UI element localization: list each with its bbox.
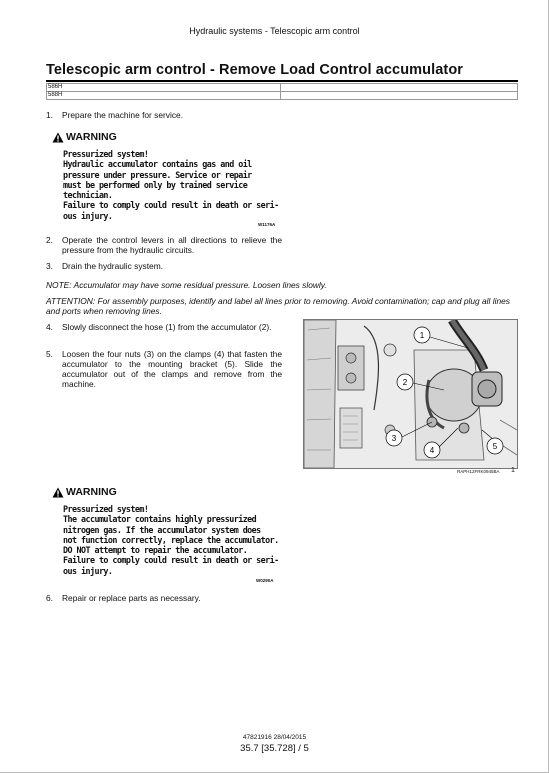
step-text: Prepare the machine for service. (62, 110, 184, 120)
warning-triangle-icon (52, 487, 64, 498)
table-row (47, 92, 518, 100)
callout-label: 3 (391, 434, 397, 443)
warning-line: not function correctly, replace the accumulator. (63, 534, 279, 545)
warning-line: pressure under pressure. Service or repair (63, 169, 252, 180)
empty-cell (281, 92, 518, 100)
callout-label: 5 (492, 442, 498, 451)
warning-line: Hydraulic accumulator contains gas and oil (63, 159, 252, 170)
warning-title: WARNING (66, 131, 117, 143)
warning-title: WARNING (66, 486, 117, 498)
step-text: Operate the control levers in all directions to relieve the pressure from the hydraulic circuits. (62, 235, 282, 255)
empty-cell (281, 84, 518, 92)
section-title: Telescopic arm control - Remove Load Control accumulator (46, 62, 464, 78)
table-row (47, 84, 518, 92)
model-applicability-table (46, 83, 518, 100)
title-rule (46, 80, 518, 82)
footer-document-code: 47821916 28/04/2015 (242, 734, 307, 741)
footer-page-number: 35.7 [35.728] / 5 (240, 743, 309, 754)
running-header: Hydraulic systems - Telescopic arm control (189, 26, 360, 36)
warning-triangle-icon (52, 132, 64, 143)
step-text: Loosen the four nuts (3) on the clamps (4) that fasten the accumulator to the mounting bracket (5). Slide the accumulator out of the clamps and remove from the machine. (62, 349, 282, 389)
warning-text (63, 149, 279, 221)
step-3 (46, 261, 282, 271)
warning-line: must be performed only by trained service (63, 179, 248, 190)
warning-text (63, 504, 279, 576)
warning-line: Failure to comply could result in death or seri- (63, 555, 279, 566)
warning-line: Failure to comply could result in death or seri- (63, 200, 279, 211)
warning-line: DO NOT attempt to repair the accumulator. (63, 545, 248, 556)
step-number: 1. (46, 110, 53, 120)
attention-text: ATTENTION: For assembly purposes, identify and label all lines prior to removing. Avoid contamination; cap and plug all lines and ports when removing lines. (46, 296, 510, 316)
warning-line: ous injury. (63, 565, 113, 576)
warning-line: ous injury. (63, 210, 113, 221)
callout-label: 1 (419, 331, 425, 340)
step-number: 3. (46, 261, 53, 271)
step-number: 5. (46, 349, 53, 359)
warning-line: technician. (63, 190, 113, 201)
accumulator-illustration (304, 320, 517, 468)
accumulator-photo (303, 319, 518, 469)
step-text: Repair or replace parts as necessary. (62, 593, 201, 603)
warning-code: W1176A (258, 222, 276, 227)
step-text: Drain the hydraulic system. (62, 261, 164, 271)
note-text: NOTE: Accumulator may have some residual pressure. Loosen lines slowly. (46, 280, 327, 290)
step-number: 4. (46, 322, 53, 332)
warning-heading (52, 486, 117, 498)
step-5 (46, 349, 282, 389)
warning-line: The accumulator contains highly pressurized (63, 514, 257, 525)
warning-heading (52, 131, 117, 143)
figure-number: 1 (511, 467, 515, 474)
step-6 (46, 593, 282, 603)
warning-line: Pressurized system! (63, 504, 149, 514)
model-cell: 586H (47, 84, 281, 92)
model-cell: 588H (47, 92, 281, 100)
step-number: 6. (46, 593, 53, 603)
warning-line: Pressurized system! (63, 149, 149, 159)
callout-label: 4 (429, 446, 435, 455)
figure-code: RAPH12FRK0945BA (457, 469, 500, 474)
warning-line: nitrogen gas. If the accumulator system does (63, 524, 261, 535)
step-number: 2. (46, 235, 53, 245)
step-1 (46, 110, 286, 120)
warning-code: W0290A (256, 578, 274, 583)
step-4 (46, 322, 282, 332)
callout-label: 2 (402, 378, 408, 387)
step-text: Slowly disconnect the hose (1) from the accumulator (2). (62, 322, 272, 332)
step-2 (46, 235, 282, 255)
